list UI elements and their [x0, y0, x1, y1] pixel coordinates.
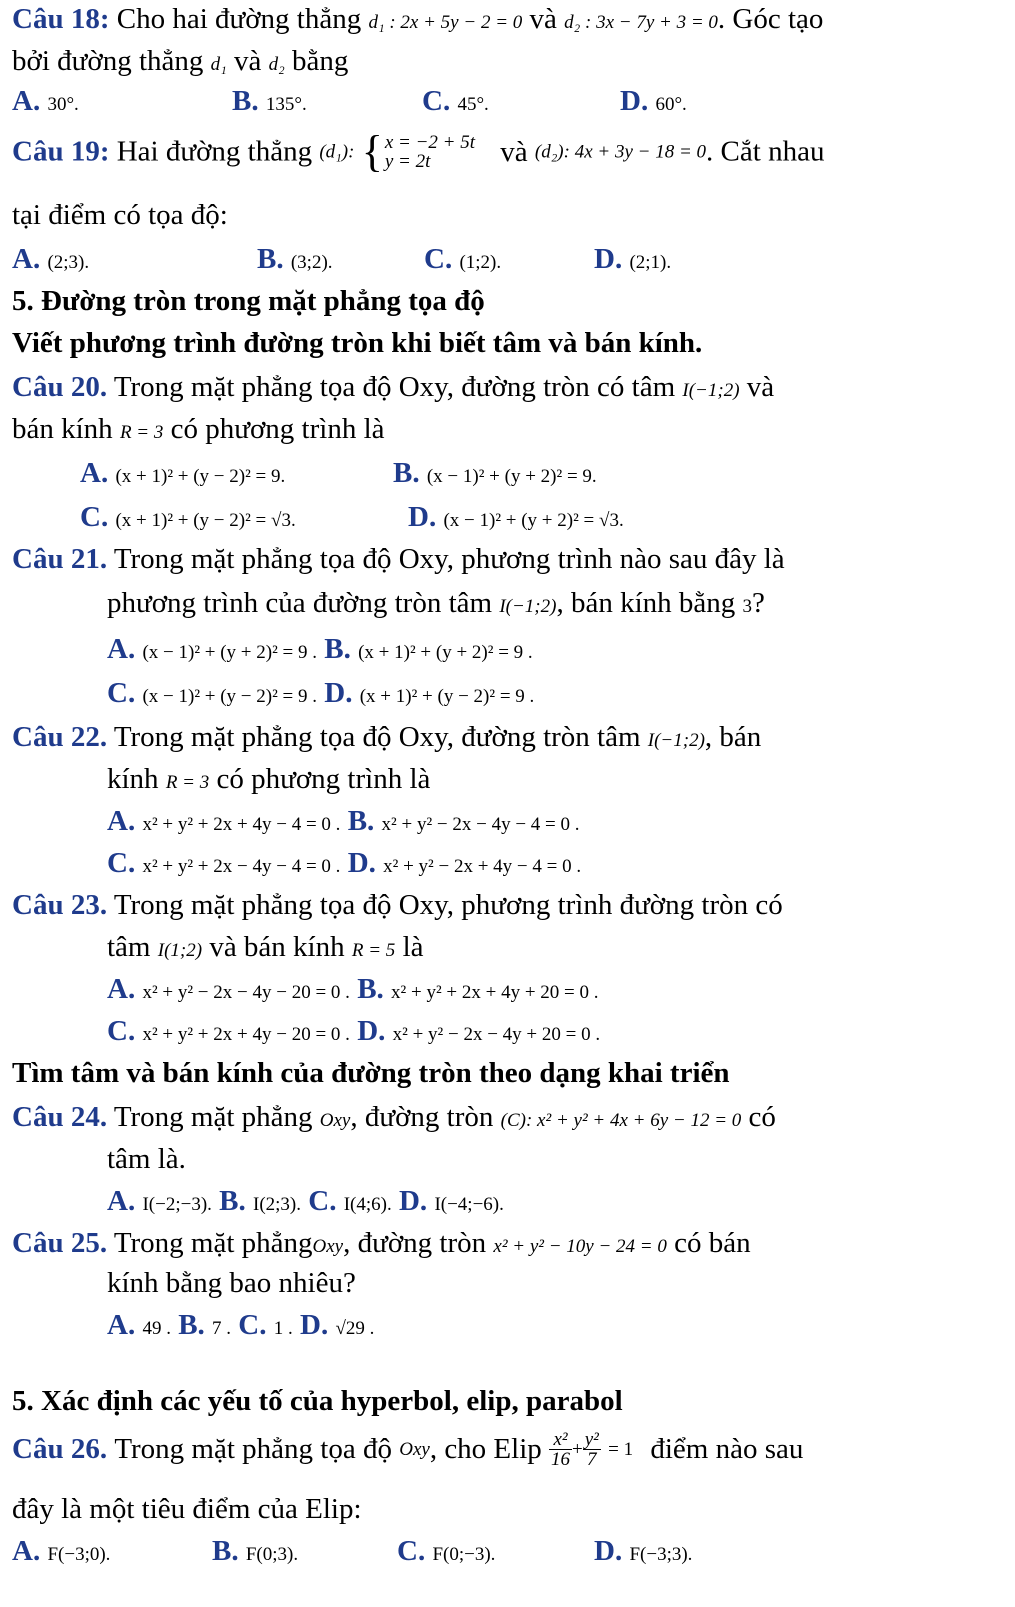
q20-radius: R = 3 [119, 422, 164, 443]
q20-line2a: bán kính [12, 413, 113, 445]
q24-options [107, 1184, 1003, 1219]
q26-text: Trong mặt phẳng tọa độ [114, 1433, 392, 1465]
q22-label: Câu 22. [12, 721, 108, 753]
q25-text3: có bán [674, 1227, 751, 1259]
q21-radius: 3 [742, 596, 753, 617]
q24-option-a[interactable]: A. I(−2;−3). [107, 1185, 212, 1217]
q21-option-c[interactable]: C. (x − 1)² + (y − 2)² = 9 . [107, 677, 318, 709]
q19-text: Hai đường thẳng [116, 135, 313, 168]
q24-text2: , đường tròn [350, 1101, 494, 1133]
q19-option-a[interactable]: A. (2;3). [12, 243, 90, 275]
q18-d1: d₁ : 2x + 5y − 2 = 0 [368, 12, 523, 33]
q19-text2: . Cắt nhau [706, 135, 825, 168]
q18-and: và [529, 3, 557, 35]
q19-d2: (d₂): 4x + 3y − 18 = 0 [534, 141, 707, 163]
q26-label: Câu 26. [12, 1433, 108, 1465]
brace-icon: { [361, 127, 383, 176]
q25-oxy: Oxy [312, 1236, 344, 1257]
q20-center: I(−1;2) [682, 380, 740, 401]
q18-text: Cho hai đường thẳng [116, 3, 362, 35]
q24-text: Trong mặt phẳng [113, 1101, 313, 1133]
q22-option-b[interactable]: B. x² + y² − 2x − 4y − 4 = 0 . [347, 805, 580, 837]
q22-text2: , bán [704, 721, 762, 753]
q25-option-a[interactable]: A. 49 . [107, 1309, 171, 1341]
q25-equation: x² + y² − 10y − 24 = 0 [493, 1236, 667, 1257]
q18-text2: . Góc tạo [717, 3, 824, 35]
q26-option-c[interactable]: C. F(0;−3). [397, 1535, 496, 1567]
q20-option-c[interactable]: C. (x + 1)² + (y − 2)² = √3. [80, 501, 296, 533]
q20-label: Câu 20. [12, 371, 108, 403]
q18-option-d[interactable]: D. 60°. [620, 85, 687, 117]
q22-line2b: có phương trình là [216, 763, 431, 795]
q26-frac-x: $\frac{\text{x²}}{16}$ [551, 1429, 571, 1470]
q24-text3: có [748, 1101, 776, 1133]
q19-and: và [500, 135, 528, 168]
q23-option-a[interactable]: A. x² + y² − 2x − 4y − 20 = 0 . [107, 973, 350, 1005]
q26-plus: + [572, 1439, 583, 1460]
q21-text: Trong mặt phẳng tọa độ Oxy, phương trình nào sau đây là [113, 543, 785, 575]
q26-option-a[interactable]: A. F(−3;0). [12, 1535, 111, 1567]
q25-option-b[interactable]: B. 7 . [178, 1309, 232, 1341]
q24-option-d[interactable]: D. I(−4;−6). [398, 1185, 504, 1217]
q18-d1s: d₁ [210, 54, 227, 75]
q21-option-b[interactable]: B. (x + 1)² + (y + 2)² = 9 . [324, 633, 533, 665]
q26-line1 [12, 1430, 1003, 1469]
q25-line1 [12, 1226, 1003, 1261]
q21-line2a: phương trình của đường tròn tâm [107, 587, 493, 619]
q26-oxy: Oxy [399, 1439, 430, 1460]
q24-line1 [12, 1100, 1003, 1135]
q19-system: x = −2 + 5t y = 2t [384, 132, 475, 172]
q22-radius: R = 3 [165, 772, 210, 793]
q18-line2 [12, 44, 1003, 79]
q22-line2 [107, 762, 1003, 797]
q24-equation: (C): x² + y² + 4x + 6y − 12 = 0 [500, 1110, 742, 1131]
q19-line1 [12, 127, 1003, 176]
q20-text2: và [746, 371, 775, 403]
q26-text2: , cho Elip [429, 1433, 542, 1465]
q20-line2b: có phương trình là [170, 413, 385, 445]
q18-d2: d₂ : 3x − 7y + 3 = 0 [564, 12, 718, 33]
q21-line1 [12, 542, 1003, 577]
q22-center: I(−1;2) [647, 730, 705, 751]
q23-text: Trong mặt phẳng tọa độ Oxy, phương trình đường tròn có [113, 889, 783, 921]
q18-option-a[interactable]: A. 30°. [12, 85, 79, 117]
q22-text: Trong mặt phẳng tọa độ Oxy, đường tròn tâm [113, 721, 641, 753]
q22-option-c[interactable]: C. x² + y² + 2x − 4y − 4 = 0 . [107, 847, 341, 879]
q23-label: Câu 23. [12, 889, 108, 921]
q24-label: Câu 24. [12, 1101, 108, 1133]
q18-option-c[interactable]: C. 45°. [422, 85, 489, 117]
q21-line2b: , bán kính bằng [556, 587, 736, 619]
q21-options-row1 [107, 632, 1003, 667]
q21-option-d[interactable]: D. (x + 1)² + (y − 2)² = 9 . [324, 677, 535, 709]
q26-eq1: = 1 [608, 1439, 634, 1460]
q20-option-b[interactable]: B. (x − 1)² + (y + 2)² = 9. [393, 457, 597, 489]
section-heading-circle: 5. Đường tròn trong mặt phẳng tọa độ [12, 285, 485, 317]
q19-option-c[interactable]: C. (1;2). [424, 243, 502, 275]
q22-option-d[interactable]: D. x² + y² − 2x + 4y − 4 = 0 . [347, 847, 582, 879]
q18-d2s: d₂ [268, 54, 285, 75]
q25-option-d[interactable]: D. √29 . [300, 1309, 375, 1341]
q26-line2: đây là một tiêu điểm của Elip: [12, 1493, 362, 1525]
q22-options-row1 [107, 804, 1003, 839]
q23-option-d[interactable]: D. x² + y² − 2x − 4y + 20 = 0 . [357, 1015, 601, 1047]
q23-line2c: là [402, 931, 424, 963]
q22-line2a: kính [107, 763, 159, 795]
q20-line1 [12, 370, 1003, 405]
q22-line1 [12, 720, 1003, 755]
section-heading-conics: 5. Xác định các yếu tố của hyperbol, elip, parabol [12, 1385, 623, 1417]
q26-text3: điểm nào sau [650, 1433, 804, 1465]
q23-line2a: tâm [107, 931, 151, 963]
q19-d1: (d₁): [319, 141, 355, 163]
q24-option-c[interactable]: C. I(4;6). [308, 1185, 392, 1217]
q18-label: Câu 18: [12, 3, 110, 35]
q20-line2 [12, 412, 1003, 447]
q21-options-row2 [107, 676, 1003, 711]
q18-and2: và [233, 45, 262, 77]
q24-oxy: Oxy [319, 1110, 351, 1131]
q25-label: Câu 25. [12, 1227, 108, 1259]
q19-label: Câu 19: [12, 135, 110, 168]
q23-radius: R = 5 [351, 940, 396, 961]
q25-option-c[interactable]: C. 1 . [238, 1309, 293, 1341]
q25-options [107, 1308, 1003, 1343]
q22-options-row2 [107, 846, 1003, 881]
q20-option-d[interactable]: D. (x − 1)² + (y + 2)² = √3. [408, 501, 624, 533]
q26-option-d[interactable]: D. F(−3;3). [594, 1535, 693, 1567]
q24-option-b[interactable]: B. I(2;3). [219, 1185, 302, 1217]
q23-options-row2 [107, 1014, 1003, 1049]
q21-center: I(−1;2) [499, 596, 557, 617]
q23-option-c[interactable]: C. x² + y² + 2x + 4y − 20 = 0 . [107, 1015, 350, 1047]
q25-text2: , đường tròn [343, 1227, 487, 1259]
q24-line2: tâm là. [107, 1143, 186, 1175]
subheading-center-radius: Viết phương trình đường tròn khi biết tâm và bán kính. [12, 327, 703, 359]
q23-line1 [12, 888, 1003, 923]
q22-option-a[interactable]: A. x² + y² + 2x + 4y − 4 = 0 . [107, 805, 341, 837]
q26-option-b[interactable]: B. F(0;3). [212, 1535, 299, 1567]
q23-option-b[interactable]: B. x² + y² + 2x + 4y + 20 = 0 . [357, 973, 599, 1005]
q20-text: Trong mặt phẳng tọa độ Oxy, đường tròn có tâm [113, 371, 676, 403]
q19-line2: tại điểm có tọa độ: [12, 199, 228, 231]
q23-line2 [107, 930, 1003, 965]
q25-line2: kính bằng bao nhiêu? [107, 1267, 356, 1299]
q18-line2b: bằng [291, 45, 349, 77]
q23-line2b: và bán kính [209, 931, 345, 963]
q19-option-b[interactable]: B. (3;2). [257, 243, 333, 275]
q23-center: I(1;2) [157, 940, 203, 961]
q21-line2 [107, 586, 1003, 621]
q21-option-a[interactable]: A. (x − 1)² + (y + 2)² = 9 . [107, 633, 318, 665]
q18-option-b[interactable]: B. 135°. [232, 85, 307, 117]
subheading-expanded-form: Tìm tâm và bán kính của đường tròn theo dạng khai triển [12, 1057, 730, 1089]
q26-frac-y: $\frac{\text{y²}}{7}$ [584, 1429, 599, 1470]
q20-option-a[interactable]: A. (x + 1)² + (y − 2)² = 9. [80, 457, 286, 489]
q21-qmark: ? [752, 587, 765, 619]
q18-line2a: bởi đường thẳng [12, 45, 204, 77]
q25-text: Trong mặt phẳng [113, 1227, 313, 1259]
q19-option-d[interactable]: D. (2;1). [594, 243, 672, 275]
q18-line1 [12, 2, 1003, 37]
q23-options-row1 [107, 972, 1003, 1007]
q21-label: Câu 21. [12, 543, 108, 575]
